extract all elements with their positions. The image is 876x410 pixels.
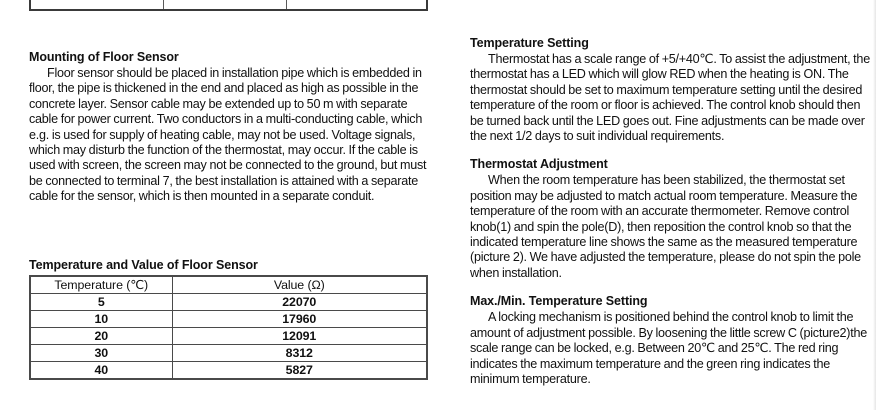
section-body: A locking mechanism is positioned behind the control knob to limit the amount of adjustment possible. By loosening the little screw C (picture2)the scale range can be locked, e.g. Between 20℃ and 25℃. The red ring indicates the maximum temperature and the green ring indicates the minimum temperature. (470, 310, 868, 386)
cell-temperature: 20 (30, 328, 172, 345)
table-row (30, 328, 427, 345)
section-body: Thermostat has a scale range of +5/+40℃. To assist the adjustment, the thermostat has a LED which will glow RED when the heating is ON. The thermostat should be set to maximum temperature setting until the desired temperature of the room or floor is achieved. The control knob should then be turned back until the LED goes out. Fine adjustments can be made over the next 1/2 days to suit individual requirements. (470, 52, 870, 144)
top-partial-table (29, 0, 428, 11)
table-column-divider (286, 0, 287, 9)
table-body (30, 294, 427, 380)
section-body: When the room temperature has been stabilized, the thermostat set position may be adjusted to match actual room temperature. Measure the temperature of the room with an accurate thermometer. Remove control knob(1) and spin the pole(D), then reposition the control knob so that the indicated temperature line shows the same as the measured temperature (picture 2). We have adjusted the temperature, please do not spin the pole when installation. (470, 173, 861, 280)
cell-value: 22070 (172, 294, 427, 311)
section-thermostat-adjustment (470, 157, 870, 281)
right-column (470, 36, 870, 387)
section-heading: Max./Min. Temperature Setting (470, 294, 648, 309)
cell-temperature: 10 (30, 311, 172, 328)
cell-temperature: 30 (30, 345, 172, 362)
cell-value: 17960 (172, 311, 427, 328)
column-header-temperature: Temperature (℃) (30, 276, 172, 294)
cell-temperature: 5 (30, 294, 172, 311)
floor-sensor-table-block (29, 258, 426, 380)
table-row (30, 362, 427, 380)
section-body: Floor sensor should be placed in installation pipe which is embedded in floor, the pipe is thickened in the end and placed as high as possible in the concrete layer. Sensor cable may be extended up to 50 m with separate cable for power current. Two conductors in a multi-conducting cable, which e.g. is used for supply of heating cable, may not be used. Voltage signals, which may disturb the function of the thermostat, may occur. If the cable is used with screen, the screen may not be connected to the ground, but must be connected to terminal 7, the best installation is attained with a separate cable for the sensor, which is then mounted in a separate conduit. (29, 66, 427, 204)
table-column-divider (163, 0, 164, 9)
column-header-value: Value (Ω) (172, 276, 427, 294)
table-caption: Temperature and Value of Floor Sensor (29, 258, 258, 272)
table-header-row (30, 276, 427, 294)
table-row (30, 294, 427, 311)
cell-value: 12091 (172, 328, 427, 345)
cell-temperature: 40 (30, 362, 172, 380)
cell-value: 8312 (172, 345, 427, 362)
section-heading: Thermostat Adjustment (470, 157, 608, 172)
cell-value: 5827 (172, 362, 427, 380)
section-heading: Mounting of Floor Sensor (29, 50, 179, 64)
floor-sensor-table (29, 275, 428, 380)
section-mounting-of-floor-sensor (29, 50, 439, 205)
table-row (30, 311, 427, 328)
section-max-min-temperature-setting (470, 294, 870, 387)
left-column (29, 50, 439, 205)
section-heading: Temperature Setting (470, 36, 589, 50)
section-temperature-setting (470, 36, 870, 144)
table-row (30, 345, 427, 362)
